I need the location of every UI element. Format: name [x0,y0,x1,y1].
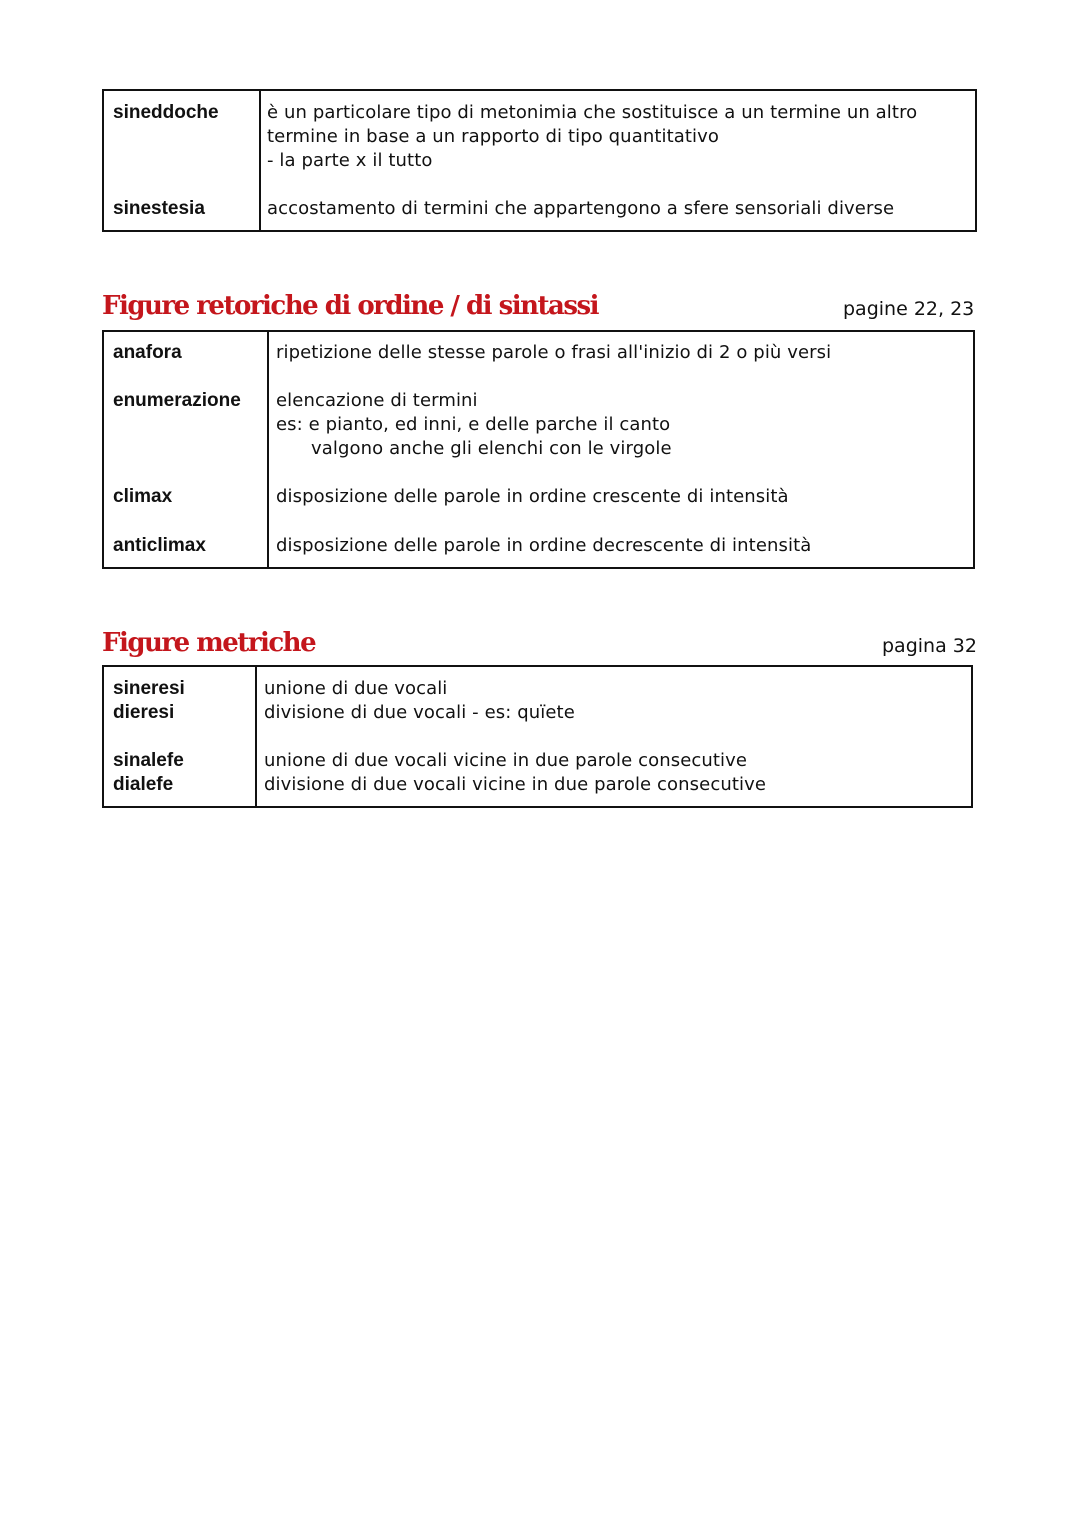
page-reference: pagine 22, 23 [843,298,975,320]
table-divider [259,91,261,230]
definition-line: valgono anche gli elenchi con le virgole [311,438,672,459]
table-divider [267,332,269,567]
table-divider [255,667,257,806]
definition-line: termine in base a un rapporto di tipo quantitativo [267,126,720,147]
term-sinalefe: sinalefe [113,750,184,771]
definition-line: accostamento di termini che appartengono a sfere sensoriali diverse [267,198,895,219]
definition-line: elencazione di termini [276,390,478,411]
definition-line: unione di due vocali [264,678,448,699]
definition-line: unione di due vocali vicine in due parole consecutive [264,750,748,771]
term-climax: climax [113,486,173,507]
term-sinestesia: sinestesia [113,198,205,219]
term-sineresi: sineresi [113,678,185,699]
term-dialefe: dialefe [113,774,174,795]
definition-line: disposizione delle parole in ordine crescente di intensità [276,486,789,507]
definition-line: è un particolare tipo di metonimia che sostituisce a un termine un altro [267,102,918,123]
definition-line: ripetizione delle stesse parole o frasi all'inizio di 2 o più versi [276,342,832,363]
term-dieresi: dieresi [113,702,175,723]
definition-line: - la parte x il tutto [267,150,433,171]
section-title-sintassi: Figure retoriche di ordine / di sintassi [102,291,598,321]
definition-line: disposizione delle parole in ordine decrescente di intensità [276,535,812,556]
term-enumerazione: enumerazione [113,390,241,411]
term-anafora: anafora [113,342,182,363]
definition-line: divisione di due vocali - es: quïete [264,702,575,723]
definition-line: divisione di due vocali vicine in due parole consecutive [264,774,767,795]
definition-line: es: e pianto, ed inni, e delle parche il canto [276,414,671,435]
term-anticlimax: anticlimax [113,535,206,556]
page-reference: pagina 32 [882,635,977,657]
term-sineddoche: sineddoche [113,102,219,123]
section-title-metriche: Figure metriche [102,628,316,658]
